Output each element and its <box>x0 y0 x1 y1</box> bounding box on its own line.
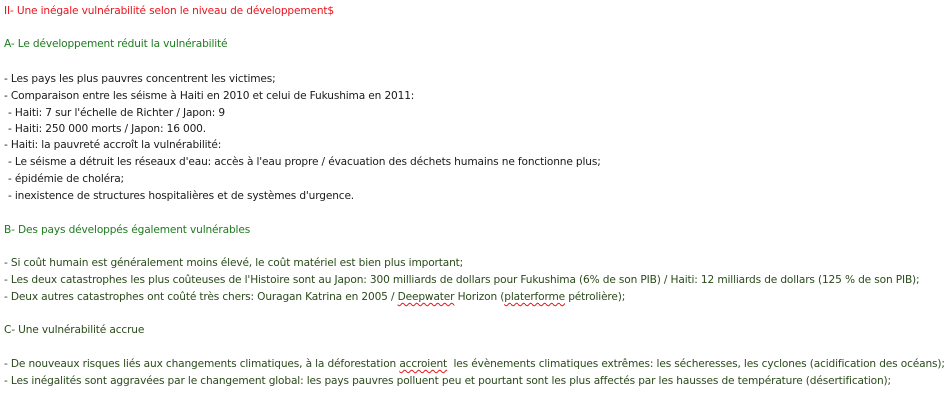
misspelled-word-platerforme[interactable]: platerforme <box>504 291 566 303</box>
part-c-line-2: - Les inégalités sont aggravées par le changement global: les pays pauvres polluent peu et pourtant sont les plus affectés par les hausses de température (désertification); <box>4 375 891 387</box>
part-a-line-8: - inexistence de structures hospitalières et de systèmes d'urgence. <box>8 190 355 202</box>
part-b-heading: B- Des pays développés également vulnérables <box>4 224 251 236</box>
part-b-line-2: - Les deux catastrophes les plus coûteuses de l'Histoire sont au Japon: 300 milliards de dollars pour Fukushima (6% de son PIB) / Haiti: 12 milliards de dollars (125 % de son PIB); <box>4 274 920 286</box>
part-a-line-4: - Haiti: 250 000 morts / Japon: 16 000. <box>8 123 206 135</box>
part-b-line-3 <box>4 289 625 305</box>
part-b-line-3-after: pétrolière); <box>565 291 626 303</box>
part-a-heading: A- Le développement réduit la vulnérabilité <box>4 38 228 50</box>
part-a-line-5: - Haiti: la pauvreté accroît la vulnérabilité: <box>4 139 222 151</box>
part-c-line-1 <box>4 356 945 372</box>
part-c-line-1-after: les évènements climatiques extrêmes: les sécheresses, les cyclones (acidification des océans); <box>447 358 945 370</box>
part-a-line-7: - épidémie de choléra; <box>8 173 124 185</box>
misspelled-word-deepwater[interactable]: Deepwater <box>397 291 455 303</box>
part-a-line-2: - Comparaison entre les séisme à Haiti en 2010 et celui de Fukushima en 2011: <box>4 90 415 102</box>
section-title: II- Une inégale vulnérabilité selon le niveau de développement$ <box>4 5 335 17</box>
part-c-heading: C- Une vulnérabilité accrue <box>4 324 145 336</box>
part-b-line-1: - Si coût humain est généralement moins élevé, le coût matériel est bien plus important; <box>4 257 464 269</box>
misspelled-word-accroient[interactable]: accroient <box>399 358 448 370</box>
part-a-line-1: - Les pays les plus pauvres concentrent les victimes; <box>4 73 276 85</box>
part-c-line-1-before: - De nouveaux risques liés aux changements climatiques, à la déforestation <box>4 358 400 370</box>
part-a-line-3: - Haiti: 7 sur l'échelle de Richter / Japon: 9 <box>8 107 225 119</box>
part-a-line-6: - Le séisme a détruit les réseaux d'eau: accès à l'eau propre / évacuation des déchets humains ne fonctionne plus; <box>8 156 601 168</box>
part-b-line-3-middle: Horizon ( <box>454 291 505 303</box>
part-b-line-3-before: - Deux autres catastrophes ont coûté très chers: Ouragan Katrina en 2005 / <box>4 291 398 303</box>
